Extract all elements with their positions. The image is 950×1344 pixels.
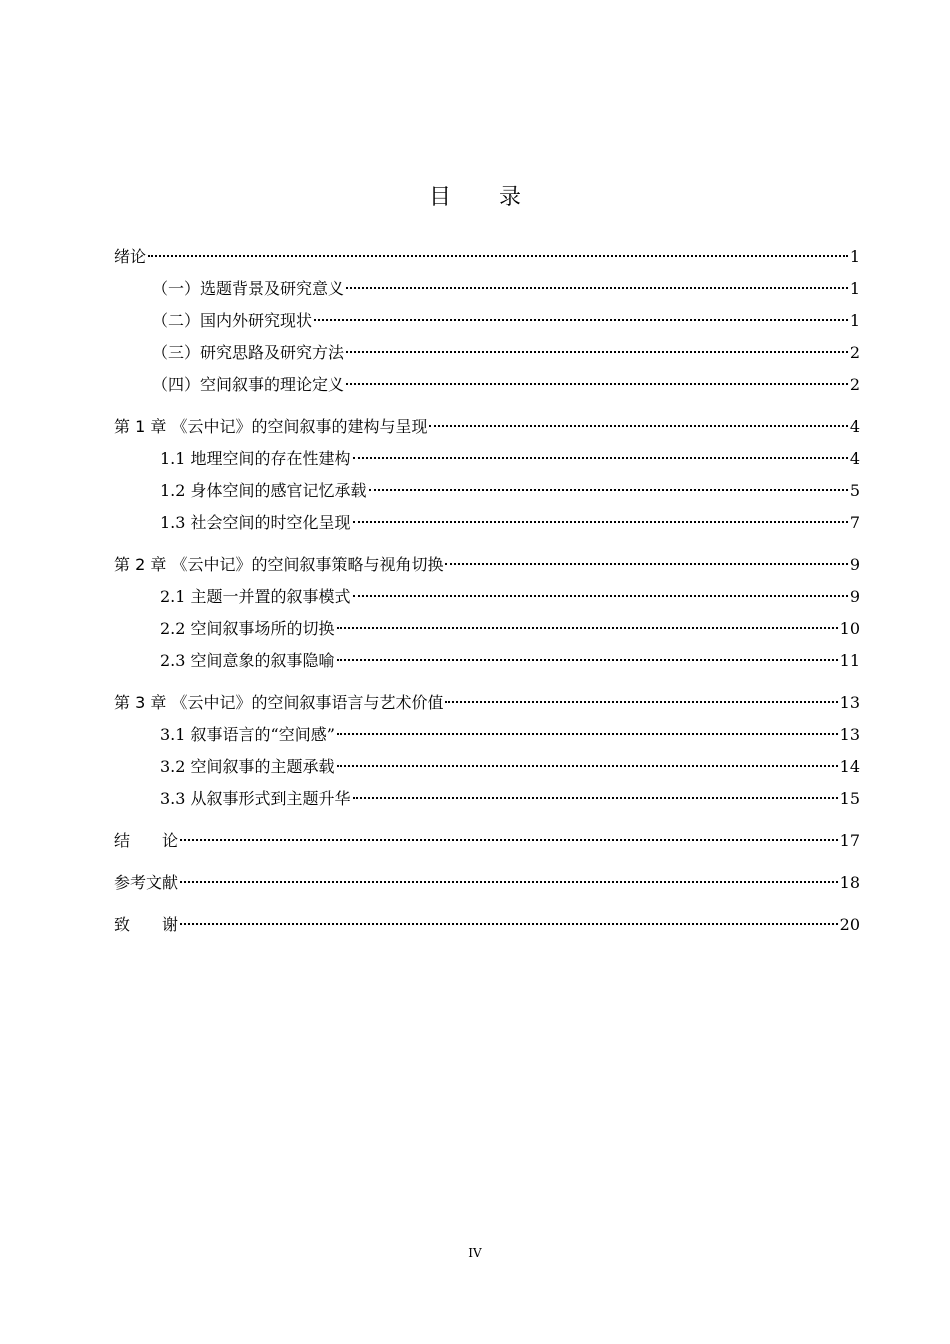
toc-page-number: 13: [839, 725, 860, 744]
toc-page-number: 9: [849, 587, 860, 606]
toc-entry-acknowledgements[interactable]: [114, 914, 860, 946]
toc-entry-intro-4[interactable]: [114, 374, 860, 406]
toc-entry-chapter-1[interactable]: [114, 416, 860, 448]
toc-entry-label: 2.1 主题一并置的叙事模式: [160, 587, 351, 606]
toc-page-number: 4: [849, 417, 860, 436]
toc-entry-1-1[interactable]: [114, 448, 860, 480]
toc-page-number: 5: [849, 481, 860, 500]
table-of-contents: [114, 246, 860, 946]
toc-entry-label: 第 2 章 《云中记》的空间叙事策略与视角切换: [114, 555, 444, 574]
dot-leader: [337, 733, 838, 735]
dot-leader: [369, 489, 848, 491]
toc-page-number: 2: [849, 375, 860, 394]
page-title: [0, 180, 950, 211]
dot-leader: [337, 659, 838, 661]
toc-entry-intro[interactable]: [114, 246, 860, 278]
dot-leader: [346, 351, 848, 353]
toc-entry-label: 第 1 章 《云中记》的空间叙事的建构与呈现: [114, 417, 428, 436]
toc-entry-chapter-2[interactable]: [114, 554, 860, 586]
toc-page-number: 11: [839, 651, 860, 670]
title-char-2: 录: [499, 185, 522, 210]
toc-entry-references[interactable]: [114, 872, 860, 904]
dot-leader: [346, 287, 848, 289]
toc-entry-label: （四）空间叙事的理论定义: [152, 375, 345, 394]
toc-entry-1-2[interactable]: [114, 480, 860, 512]
dot-leader: [353, 521, 848, 523]
toc-entry-label: 绪论: [114, 247, 147, 266]
toc-entry-label: 1.2 身体空间的感官记忆承载: [160, 481, 367, 500]
dot-leader: [180, 881, 838, 883]
toc-entry-2-1[interactable]: [114, 586, 860, 618]
toc-entry-intro-1[interactable]: [114, 278, 860, 310]
toc-entry-label: 3.3 从叙事形式到主题升华: [160, 789, 351, 808]
toc-entry-label: 参考文献: [114, 873, 179, 892]
dot-leader: [353, 457, 848, 459]
dot-leader: [148, 255, 848, 257]
dot-leader: [180, 839, 838, 841]
page-footer-number: IV: [468, 1246, 482, 1260]
toc-entry-label: 第 3 章 《云中记》的空间叙事语言与艺术价值: [114, 693, 444, 712]
toc-entry-label: （三）研究思路及研究方法: [152, 343, 345, 362]
toc-entry-chapter-3[interactable]: [114, 692, 860, 724]
toc-page-number: 9: [849, 555, 860, 574]
toc-entry-label: 1.3 社会空间的时空化呈现: [160, 513, 351, 532]
toc-entry-label: （二）国内外研究现状: [152, 311, 313, 330]
dot-leader: [346, 383, 848, 385]
toc-entry-label: 2.2 空间叙事场所的切换: [160, 619, 335, 638]
toc-page-number: 13: [839, 693, 860, 712]
toc-page-number: 20: [839, 915, 860, 934]
toc-entry-3-2[interactable]: [114, 756, 860, 788]
toc-entry-label: 致 谢: [114, 915, 179, 934]
dot-leader: [337, 765, 838, 767]
toc-page-number: 2: [849, 343, 860, 362]
toc-entry-3-3[interactable]: [114, 788, 860, 820]
toc-entry-label: （一）选题背景及研究意义: [152, 279, 345, 298]
toc-entry-label: 1.1 地理空间的存在性建构: [160, 449, 351, 468]
toc-page-number: 1: [849, 247, 860, 266]
toc-entry-1-3[interactable]: [114, 512, 860, 544]
dot-leader: [445, 563, 847, 565]
toc-entry-label: 2.3 空间意象的叙事隐喻: [160, 651, 335, 670]
toc-page-number: 14: [839, 757, 860, 776]
toc-entry-conclusion[interactable]: [114, 830, 860, 862]
toc-entry-label: 结 论: [114, 831, 179, 850]
toc-entry-label: 3.1 叙事语言的“空间感”: [160, 725, 335, 744]
title-char-1: 目: [428, 185, 451, 210]
toc-page-number: 10: [839, 619, 860, 638]
dot-leader: [314, 319, 848, 321]
toc-entry-2-2[interactable]: [114, 618, 860, 650]
dot-leader: [353, 595, 848, 597]
dot-leader: [429, 425, 847, 427]
toc-entry-label: 3.2 空间叙事的主题承载: [160, 757, 335, 776]
dot-leader: [353, 797, 838, 799]
toc-page-number: 17: [839, 831, 860, 850]
toc-page-number: 1: [849, 311, 860, 330]
dot-leader: [180, 923, 838, 925]
toc-entry-2-3[interactable]: [114, 650, 860, 682]
dot-leader: [337, 627, 838, 629]
toc-page-number: 7: [849, 513, 860, 532]
dot-leader: [445, 701, 837, 703]
toc-entry-intro-2[interactable]: [114, 310, 860, 342]
toc-page-number: 15: [839, 789, 860, 808]
toc-page-number: 1: [849, 279, 860, 298]
toc-page-number: 18: [839, 873, 860, 892]
toc-page-number: 4: [849, 449, 860, 468]
toc-entry-3-1[interactable]: [114, 724, 860, 756]
toc-entry-intro-3[interactable]: [114, 342, 860, 374]
